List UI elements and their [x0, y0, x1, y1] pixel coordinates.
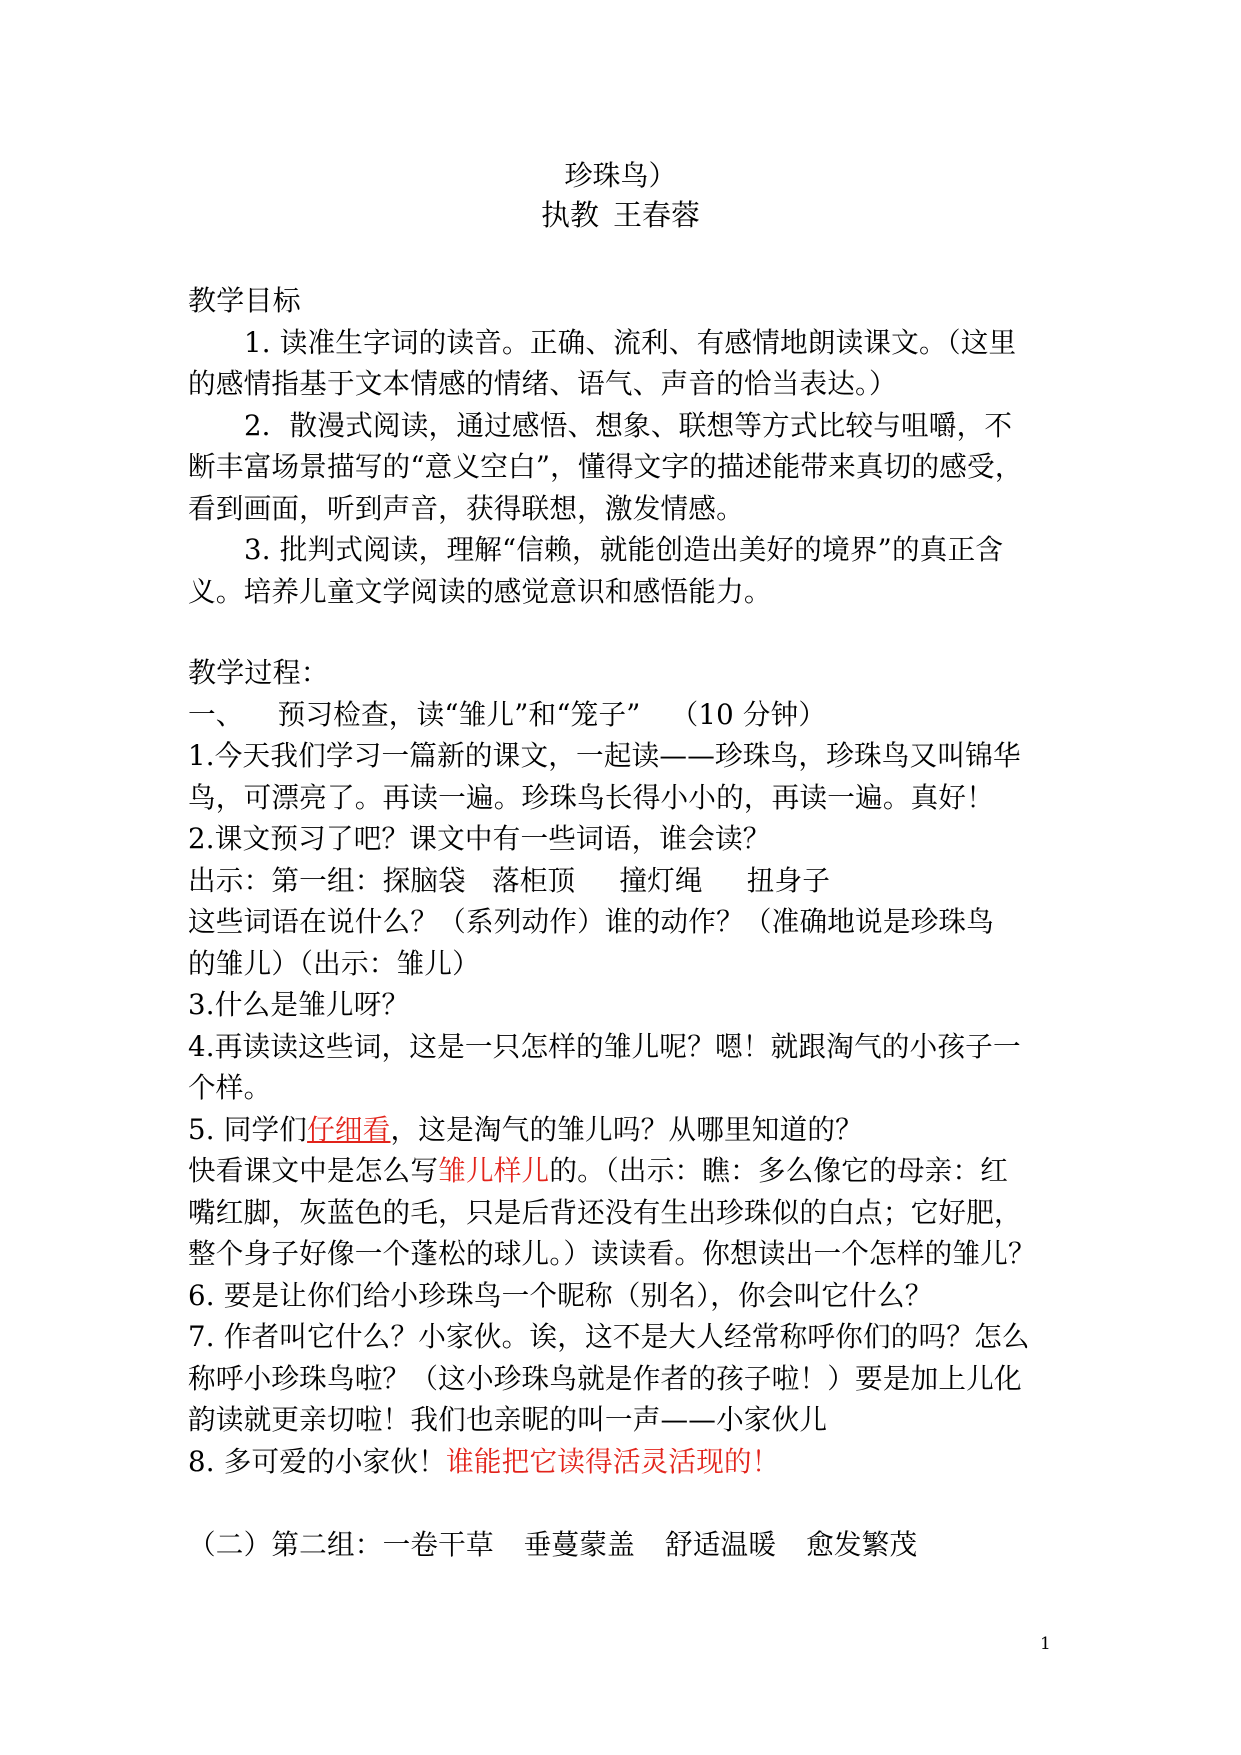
paragraph-line: 7. 作者叫它什么？小家伙。诶，这不是大人经常称呼你们的吗？怎么 [188, 1320, 1030, 1353]
paragraph-line: 1.今天我们学习一篇新的课文，一起读——珍珠鸟，珍珠鸟又叫锦华 [188, 739, 1021, 772]
section-one-heading [188, 694, 1060, 736]
text-run: 快看课文中是怎么写 [188, 1154, 439, 1187]
vocab-word: 探脑袋 [382, 863, 466, 897]
word-group-one [188, 860, 1060, 902]
author-name: 王春蓉 [613, 198, 701, 232]
process-heading: 教学过程： [188, 656, 330, 689]
vocab-word: 愈发繁茂 [806, 1527, 918, 1561]
paragraph-line: 4.再读读这些词，这是一只怎样的雏儿呢？嗯！就跟淘气的小孩子一 [188, 1029, 1021, 1063]
vocab-word: 一卷干草 [382, 1527, 494, 1561]
vocab-word: 落柜顶 [491, 863, 576, 897]
paragraph-line: 的雏儿）（出示：雏儿） [188, 946, 480, 980]
author-line [0, 197, 1241, 233]
highlight-text: 谁能把它读得活灵活现的！ [446, 1444, 780, 1478]
page-number: 1 [1040, 1634, 1051, 1654]
goal-line: 义。培养儿童文学阅读的感觉意识和感悟能力。 [188, 574, 772, 608]
paragraph-line: 韵读就更亲切啦！我们也亲昵的叫一声——小家伙儿 [188, 1403, 828, 1436]
vocab-word: 垂蔓蒙盖 [523, 1527, 635, 1561]
section-one-title: 预习检查，读“雏儿”和“笼子” [277, 697, 641, 731]
goals-section [188, 280, 1060, 612]
vocab-word: 撞灯绳 [619, 863, 703, 897]
paragraph-line: 6. 要是让你们给小珍珠鸟一个昵称（别名），你会叫它什么？ [188, 1278, 933, 1312]
paragraph-line: 3.什么是雏儿呀？ [188, 988, 410, 1021]
paragraph-line: 鸟，可漂亮了。再读一遍。珍珠鸟长得小小的，再读一遍。真好！ [188, 780, 995, 814]
highlight-underlined: 仔细看 [307, 1112, 391, 1146]
goal-line: 1. 读准生字词的读音。正确、流利、有感情地朗读课文。（这里 [244, 325, 1017, 359]
paragraph-line: 个样。 [188, 1071, 272, 1104]
goal-line: 2．散漫式阅读，通过感悟、想象、联想等方式比较与咀嚼，不 [244, 408, 1013, 442]
vocab-word: 舒适温暖 [664, 1527, 777, 1561]
goal-line: 的感情指基于文本情感的情绪、语气、声音的恰当表达。） [188, 367, 897, 400]
paragraph-line: 嘴红脚，灰蓝色的毛，只是后背还没有生出珍珠似的白点；它好肥， [188, 1195, 1022, 1229]
paragraph-line: 2.课文预习了吧？课文中有一些词语，谁会读？ [188, 822, 771, 855]
section-one-number: 一、 [188, 697, 244, 731]
paragraph-line: 这些词语在说什么？（系列动作）谁的动作？（准确地说是珍珠鸟 [188, 905, 995, 938]
text-run: 8. 多可爱的小家伙！ [188, 1444, 447, 1478]
process-section [188, 652, 1060, 1565]
word-group-label: （二）第二组： [188, 1527, 383, 1561]
author-label: 执教 [540, 198, 599, 232]
word-group-label: 出示：第一组： [188, 863, 383, 897]
paragraph-line: 称呼小珍珠鸟啦？（这小珍珠鸟就是作者的孩子啦！）要是加上儿化 [188, 1361, 1022, 1395]
vocab-word: 扭身子 [746, 863, 831, 897]
section-one-time: （10 分钟） [670, 697, 827, 731]
goal-line: 断丰富场景描写的“意义空白”，懂得文字的描述能带来真切的感受， [188, 450, 1023, 483]
word-group-two [188, 1524, 1060, 1566]
document-title: 珍珠鸟） [564, 159, 677, 192]
paragraph-line [188, 1109, 1060, 1151]
paragraph-line: 整个身子好像一个蓬松的球儿。）读读看。你想读出一个怎样的雏儿？ [188, 1237, 1036, 1270]
highlight-text: 雏儿样儿 [438, 1154, 550, 1187]
text-run: 5. 同学们 [188, 1112, 308, 1146]
goal-line: 看到画面，听到声音，获得联想，激发情感。 [188, 491, 744, 525]
goal-line: 3. 批判式阅读，理解“信赖，就能创造出美好的境界”的真正含 [244, 533, 1004, 566]
paragraph-line [188, 1441, 1060, 1483]
blank-line [188, 1482, 1060, 1524]
text-run: ，这是淘气的雏儿吗？从哪里知道的？ [390, 1112, 863, 1146]
goals-heading: 教学目标 [188, 284, 301, 317]
paragraph-line [188, 1150, 1060, 1192]
text-run: 的。（出示：瞧：多么像它的母亲：红 [549, 1154, 1009, 1187]
